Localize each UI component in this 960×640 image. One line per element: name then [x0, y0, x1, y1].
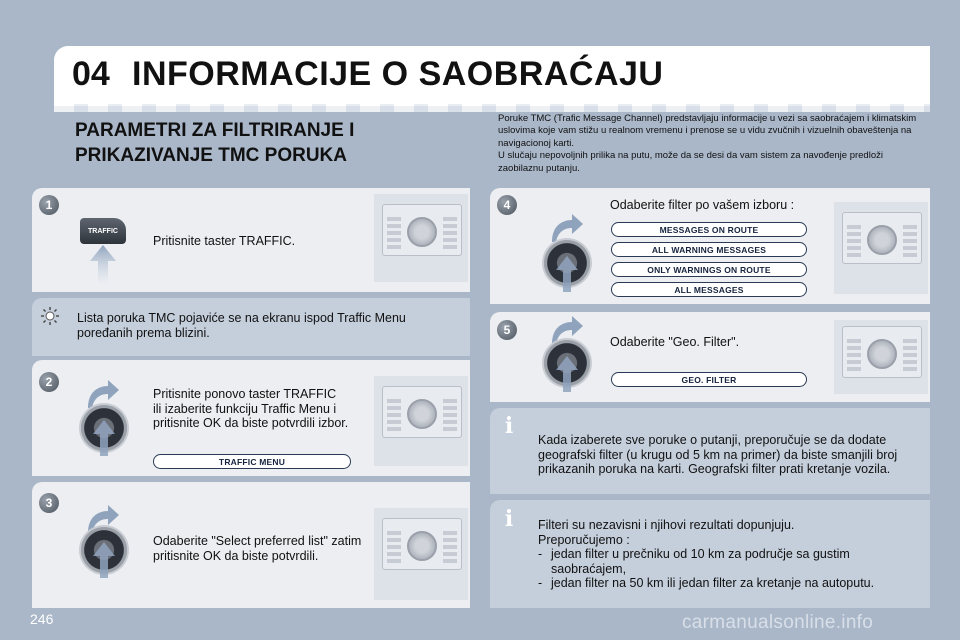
info-2-line-2: Preporučujemo : — [538, 532, 630, 547]
radio-thumbnail — [374, 508, 468, 600]
press-up-arrow-icon — [92, 420, 116, 456]
press-up-arrow-icon — [555, 256, 579, 292]
traffic-button — [80, 218, 126, 244]
step-2-text — [153, 387, 348, 431]
info-1-line-1: Kada izaberete sve poruke o putanji, preporučuje se da dodate — [538, 433, 887, 447]
info-2-line-1: Filteri su nezavisni i njihovi rezultati dopunjuju. — [538, 518, 795, 532]
info-2-bullet-1-line-2: saobraćajem, — [551, 561, 627, 576]
step-3-badge: 3 — [39, 493, 59, 513]
traffic-button-label: TRAFFIC — [88, 227, 118, 235]
radio-unit-image — [382, 518, 462, 570]
bullet-marker: - — [538, 576, 543, 590]
filter-option-only-warnings-on-route: ONLY WARNINGS ON ROUTE — [611, 262, 807, 277]
press-up-arrow-icon — [555, 356, 579, 392]
info-2-bullet-2 — [538, 576, 918, 591]
radio-unit-image — [842, 326, 922, 378]
step-1-badge: 1 — [39, 195, 59, 215]
intro-paragraph-1: Poruke TMC (Trafic Message Channel) predstavljaju informacije u vezi sa saobraćajem i klimatskim uslovima koje vam stižu u realnom vremenu i prenose se u vidu zvučnih i vizuelnih obaveštenja na navigacionoj karti. — [498, 113, 917, 149]
section-title-line2: PRIKAZIVANJE TMC PORUKA — [75, 145, 347, 166]
info-2-bullet-1 — [538, 547, 918, 576]
radio-thumbnail — [834, 202, 928, 294]
info-2-bullet-2-text: jedan filter na 50 km ili jedan filter za kretanje na autoputu. — [551, 576, 875, 590]
info-icon: i — [504, 506, 514, 532]
filter-option-all-messages: ALL MESSAGES — [611, 282, 807, 297]
step-4-text: Odaberite filter po vašem izboru : — [610, 198, 795, 212]
radio-thumbnail — [834, 320, 928, 394]
info-2-bullet-1-text — [551, 547, 850, 576]
tip-text: Lista poruka TMC pojaviće se na ekranu ispod Traffic Menu poređanih prema blizini. — [77, 311, 406, 340]
step-5-badge: 5 — [497, 320, 517, 340]
radio-thumbnail — [374, 376, 468, 466]
step-1-text: Pritisnite taster TRAFFIC. — [153, 234, 296, 248]
step-3-text — [153, 534, 361, 563]
info-1-line-3: prikazanih poruka na karti. Geografski filter prati kretanje vozila. — [538, 462, 891, 476]
info-icon: i — [504, 413, 514, 439]
bullet-marker: - — [538, 547, 543, 561]
radio-unit-image — [382, 386, 462, 438]
radio-thumbnail — [374, 194, 468, 282]
intro-paragraph-2: U slučaju nepovoljnih prilika na putu, može da se desi da vam sistem za navođenje predloži zaobilaznu putanju. — [498, 150, 883, 174]
radio-unit-image — [382, 204, 462, 256]
step-2-badge: 2 — [39, 372, 59, 392]
chapter-number: 04 — [72, 55, 110, 93]
info-1-text — [538, 433, 897, 477]
section-title — [75, 118, 455, 168]
radio-unit-image — [842, 212, 922, 264]
step-3-line-2: pritisnite OK da biste potvrdili. — [153, 548, 319, 563]
info-1-line-2: geografski filter (u krugu od 5 km na primer) da biste smanjili broj — [538, 447, 898, 462]
press-up-arrow-icon — [92, 542, 116, 578]
info-2-bullet-1-line-1: jedan filter u prečniku od 10 km za područje sa gustim — [551, 547, 850, 561]
step-5-text: Odaberite "Geo. Filter". — [610, 335, 740, 349]
lightbulb-icon — [40, 306, 60, 326]
step-2-line-2: ili izaberite funkciju Traffic Menu i — [153, 401, 337, 416]
info-2-text — [538, 518, 918, 591]
filter-option-all-warning-messages: ALL WARNING MESSAGES — [611, 242, 807, 257]
chapter-title: INFORMACIJE O SAOBRAĆAJU — [132, 55, 664, 93]
watermark: carmanualsonline.info — [682, 612, 874, 633]
intro-text — [498, 113, 926, 175]
step-3-line-1: Odaberite "Select preferred list" zatim — [153, 534, 362, 548]
step-2-line-3: pritisnite OK da biste potvrdili izbor. — [153, 416, 349, 430]
step-4-badge: 4 — [497, 195, 517, 215]
page-number: 246 — [30, 611, 54, 627]
step-2-line-1: Pritisnite ponovo taster TRAFFIC — [153, 387, 337, 401]
traffic-menu-item: TRAFFIC MENU — [153, 454, 351, 469]
geo-filter-item: GEO. FILTER — [611, 372, 807, 387]
filter-option-messages-on-route: MESSAGES ON ROUTE — [611, 222, 807, 237]
press-up-arrow-icon — [88, 245, 118, 285]
section-title-line1: PARAMETRI ZA FILTRIRANJE I — [75, 120, 355, 141]
